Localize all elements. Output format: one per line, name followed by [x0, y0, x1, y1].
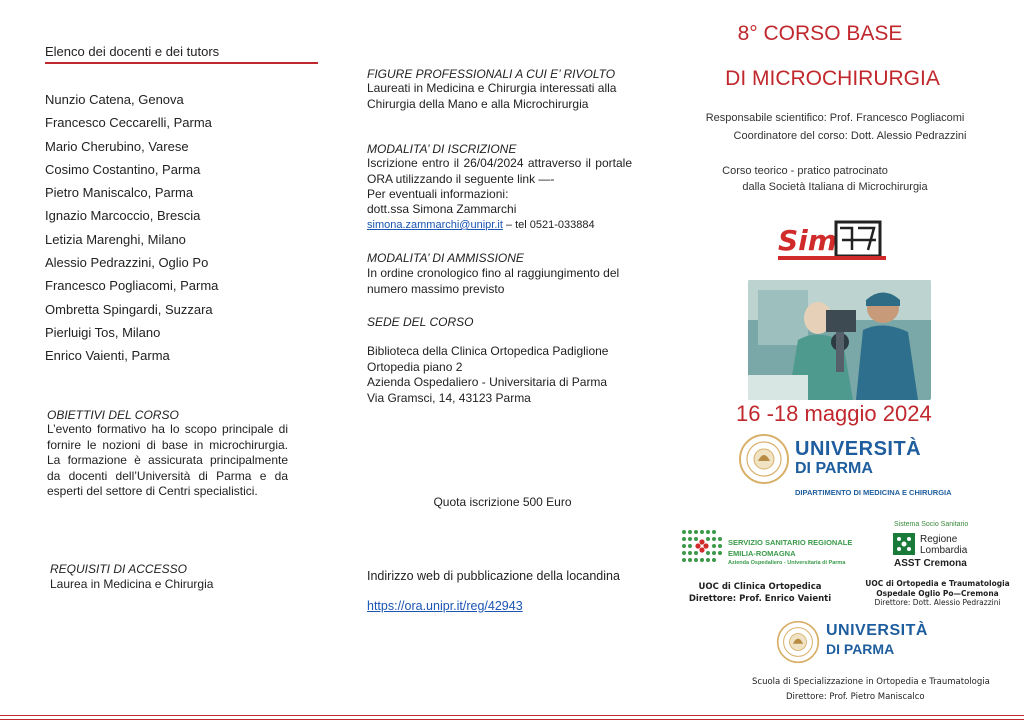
bottom-rule-2: [0, 719, 1024, 720]
docente-item: Francesco Pogliacomi, Parma: [45, 278, 219, 294]
docente-item: Ombretta Spingardi, Suzzara: [45, 301, 213, 317]
sede-line: Ortopedia piano 2: [367, 359, 463, 374]
contact-email-link[interactable]: simona.zammarchi@unipr.it: [367, 219, 503, 231]
ammissione-text: In ordine cronologico fino al raggiungimento del numero massimo previsto: [367, 266, 620, 296]
unipr-name-line1: UNIVERSITÀ: [795, 438, 922, 460]
uoc2-line3: Direttore: Dott. Alessio Pedrazzini: [874, 598, 1001, 607]
docente-item: Pierluigi Tos, Milano: [45, 324, 161, 340]
uoc1-line2: Direttore: Prof. Enrico Vaienti: [688, 594, 832, 604]
sede-title: SEDE DEL CORSO: [367, 315, 474, 329]
docente-item: Ignazio Marcoccio, Brescia: [45, 208, 201, 224]
contact-name: dott.ssa Simona Zammarchi: [367, 202, 517, 216]
ssr-dots-icon: [680, 528, 724, 566]
patrocinio-line1: Corso teorico - pratico patrocinato: [722, 165, 888, 177]
docenti-underline: [45, 62, 318, 64]
contact-line: [367, 218, 595, 234]
asst-name: ASST Cremona: [894, 558, 967, 569]
university-seal-icon: [738, 433, 790, 485]
university-seal-icon-2: [776, 620, 820, 664]
quota: Quota iscrizione 500 Euro: [433, 495, 572, 509]
bottom-rule-1: [0, 715, 1024, 716]
sede-line: Via Gramsci, 14, 43123 Parma: [367, 390, 531, 405]
course-title-line1: 8° CORSO BASE: [737, 22, 903, 45]
ammissione-title: MODALITA’ DI AMMISSIONE: [367, 251, 524, 265]
sede-line: Azienda Ospedaliero - Universitaria di Parma: [367, 375, 608, 389]
figure-title: FIGURE PROFESSIONALI A CUI E’ RIVOLTO: [367, 67, 616, 81]
iscrizione-text: Iscrizione entro il 26/04/2024 attraverso il portale ORA utilizzando il seguente link —-: [367, 156, 632, 186]
docente-item: Cosimo Costantino, Parma: [45, 161, 201, 177]
docenti-title: Elenco dei docenti e dei tutors: [45, 44, 220, 59]
uoc2-line2: Ospedale Oglio Po—Cremona: [876, 589, 999, 598]
unipr2-name-line1: UNIVERSITÀ: [826, 622, 928, 639]
surgery-photo: [748, 280, 931, 400]
surgery-photo-image: [748, 280, 931, 400]
sede-line: Biblioteca della Clinica Ortopedica Padiglione: [367, 344, 609, 358]
figure-text: Laureati in Medicina e Chirurgia interessati alla Chirurgia della Mano e alla Microchirurgia: [367, 81, 617, 111]
responsabile: Responsabile scientifico: Prof. Francesco Pogliacomi: [705, 112, 965, 124]
docente-item: Alessio Pedrazzini, Oglio Po: [45, 255, 209, 271]
requisiti-text: Laurea in Medicina e Chirurgia: [50, 577, 214, 591]
sede-address: [367, 344, 647, 406]
course-dates: 16 -18 maggio 2024: [736, 401, 932, 426]
docente-item: Enrico Vaienti, Parma: [45, 348, 170, 364]
patrocinio-line2: dalla Società Italiana di Microchirurgia: [742, 181, 928, 193]
sim-logo-icon: [778, 214, 888, 266]
dipartimento: DIPARTIMENTO DI MEDICINA E CHIRURGIA: [795, 488, 952, 497]
course-title-line2: DI MICROCHIRURGIA: [725, 67, 940, 90]
scuola: Scuola di Specializzazione in Ortopedia e Traumatologia: [752, 677, 990, 687]
ssr-line2: EMILIA-ROMAGNA: [728, 549, 796, 558]
web-url-link[interactable]: https://ora.unipr.it/reg/42943: [367, 599, 523, 613]
uoc2-line1: UOC di Ortopedia e Traumatologia: [865, 579, 1010, 588]
obiettivi-text: L’evento formativo ha lo scopo principale di fornire le nozioni di base in microchirurgia. La formazione è assicurata principalmente da docenti dell’Università di Parma e da esperti del settore di Centri specialistici.: [47, 422, 288, 498]
ssr-line1: SERVIZIO SANITARIO REGIONALE: [728, 538, 853, 547]
docente-item: Letizia Marenghi, Milano: [45, 231, 186, 247]
svg-text:Sim: Sim: [778, 224, 837, 257]
docenti-list: [45, 88, 305, 368]
uoc1-line1: UOC di Clinica Ortopedica: [698, 582, 822, 592]
info-label: Per eventuali informazioni:: [367, 187, 509, 201]
iscrizione-title: MODALITA’ DI ISCRIZIONE: [367, 142, 517, 156]
scuola-direttore: Direttore: Prof. Pietro Maniscalco: [786, 692, 925, 702]
lombardia-name2: Lombardia: [920, 545, 968, 556]
lombardia-name1: Regione: [920, 534, 958, 545]
docente-item: Pietro Maniscalco, Parma: [45, 185, 194, 201]
web-label: Indirizzo web di pubblicazione della locandina: [367, 569, 620, 583]
docente-item: Nunzio Catena, Genova: [45, 92, 184, 107]
coordinatore: Coordinatore del corso: Dott. Alessio Pedrazzini: [733, 130, 967, 142]
lombardia-rose-icon: [893, 533, 915, 555]
docente-item: Francesco Ceccarelli, Parma: [45, 115, 212, 131]
requisiti-title: REQUISITI DI ACCESSO: [50, 562, 187, 576]
ssr-line3: Azienda Ospedaliero - Universitaria di Parma: [728, 560, 846, 566]
unipr-name-line2: DI PARMA: [795, 460, 873, 477]
lombardia-top: Sistema Socio Sanitario: [894, 521, 969, 528]
docente-item: Mario Cherubino, Varese: [45, 138, 189, 154]
unipr2-name-line2: DI PARMA: [826, 641, 895, 657]
contact-tel: – tel 0521-033884: [502, 219, 595, 231]
obiettivi-title: OBIETTIVI DEL CORSO: [47, 408, 179, 422]
